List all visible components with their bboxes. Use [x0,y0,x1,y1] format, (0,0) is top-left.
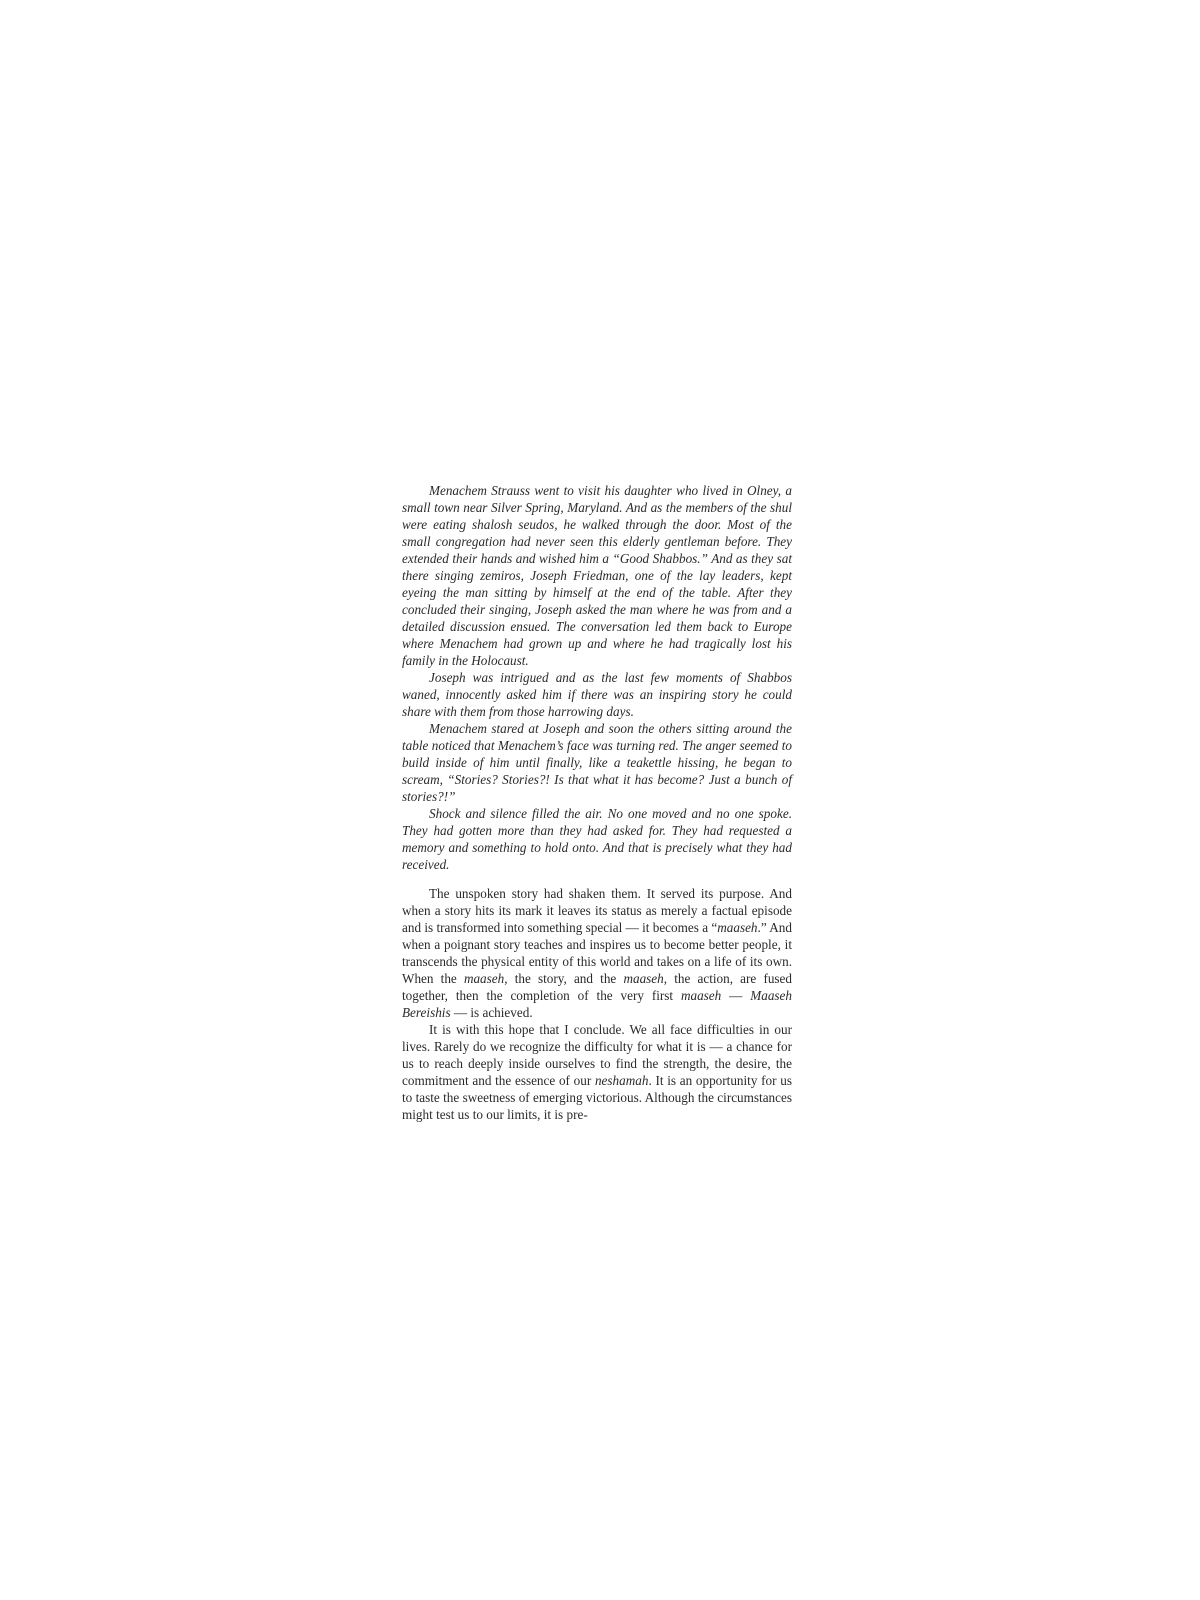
text-segment: The unspoken story had shaken them. It served its purpose. And when a story hits its mark it leaves its status as merely a factual episode and is transformed into something special — it becomes a “ [402,886,792,935]
italic-text-segment: Shock and silence filled the air. No one moved and no one spoke. They had gotten more than they had asked for. They had requested a memory and something to hold onto. And that is precisely what they had received. [402,806,792,872]
text-segment: , the action, are fused together, then the completion of the very first [402,971,793,1003]
text-segment: . It is an opportunity for us to taste the sweetness of emerging victorious. Although the circumstances might test us to our limits, it is pre- [402,1073,792,1122]
italic-text-segment: Maaseh Bereishis [402,988,792,1020]
italic-text-segment: maaseh [680,988,722,1003]
paragraph [402,720,792,805]
paragraph [402,1021,792,1123]
italic-text-segment: maaseh [717,920,758,935]
text-segment: — is achieved. [450,1005,533,1020]
text-segment: , the story, and the [504,971,624,986]
paragraph [402,482,792,669]
text-segment: .” And when a poignant story teaches and inspires us to become better people, it transcends the physical entity of this world and takes on a life of its own. When the [402,920,792,986]
paragraph [402,669,792,720]
italic-text-segment: maaseh [623,971,664,986]
text-segment: — [721,988,751,1003]
paragraph [402,885,792,1021]
text-segment: It is with this hope that I conclude. We all face difficulties in our lives. Rarely do we recognize the difficulty for what it is — a chance for us to reach deeply inside ourselves to find the strength, the desire, the commitment and the essence of our [402,1022,792,1088]
italic-text-segment: Menachem Strauss went to visit his daughter who lived in Olney, a small town near Silver Spring, Maryland. And as the members of the shul were eating shalosh seudos, he walked through the door. Most of the small congregation had never seen this elderly gentleman before. They extended their hands and wished him a “Good Shabbos.” And as they sat there singing zemiros, Joseph Friedman, one of the lay leaders, kept eyeing the man sitting by himself at the end of the table. After they concluded their singing, Joseph asked the man where he was from and a detailed discussion ensued. The conversation led them back to Europe where Menachem had grown up and where he had tragically lost his family in the Holocaust. [402,483,792,668]
italic-text-segment: maaseh [463,971,505,986]
section-commentary [402,885,792,1123]
text-block [402,482,792,1123]
section-story-excerpt [402,482,792,873]
italic-text-segment: Menachem stared at Joseph and soon the others sitting around the table noticed that Menachem’s face was turning red. The anger seemed to build inside of him until finally, like a teakettle hissing, he began to scream, “Stories? Stories?! Is that what it has become? Just a bunch of stories?!” [402,721,792,804]
italic-text-segment: neshamah [594,1073,649,1088]
italic-text-segment: Joseph was intrigued and as the last few moments of Shabbos waned, innocently asked him if there was an inspiring story he could share with them from those harrowing days. [402,670,792,719]
paragraph [402,805,792,873]
